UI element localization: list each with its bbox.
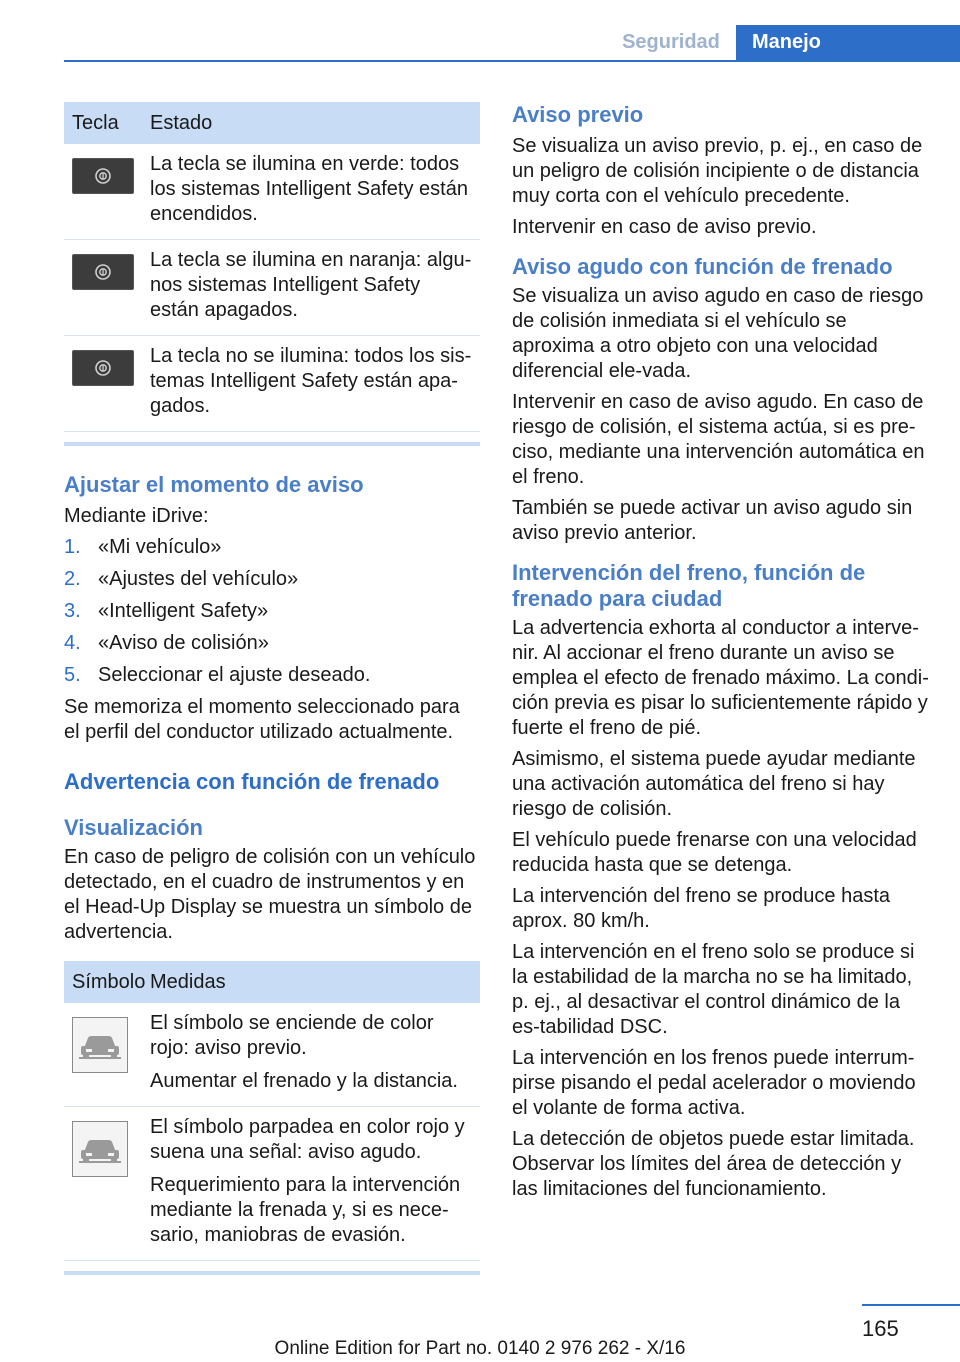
heading-aviso-agudo: Aviso agudo con función de frenado xyxy=(512,254,893,279)
list-item: 3. «Intelligent Safety» xyxy=(64,600,269,622)
table-cell-text xyxy=(150,1107,480,1260)
header-cell-symbol: Símbolo xyxy=(72,970,146,993)
table-cell-text xyxy=(150,1003,480,1106)
table-header xyxy=(64,102,480,144)
table-cell-text: La tecla se ilumina en verde: todos los sistemas Intelligent Safety están encendidos. xyxy=(150,153,468,225)
header-cell-status: Estado xyxy=(150,111,213,134)
paragraph: La intervención en los frenos puede interrum-pirse pisando el pedal acelerador o moviendo el volante de forma activa. xyxy=(512,1047,916,1119)
steps-list xyxy=(64,535,480,688)
table-row xyxy=(64,336,480,432)
footer-rule xyxy=(862,1304,960,1306)
display-text: En caso de peligro de colisión con un vehículo detectado, en el cuadro de instrumentos y en el Head-Up Display se muestra un símbolo de advertencia. xyxy=(64,846,476,943)
table-header xyxy=(64,961,480,1003)
heading-ajustar-momento: Ajustar el momento de aviso xyxy=(64,472,364,497)
table-row xyxy=(64,1003,480,1107)
header-tab-seguridad[interactable]: Seguridad xyxy=(622,31,720,53)
page-number: 165 xyxy=(862,1316,899,1341)
header-cell-measures: Medidas xyxy=(150,970,226,993)
table-symbol-measures xyxy=(64,961,480,1275)
paragraph: La detección de objetos puede estar limitada. Observar los límites del área de detección y las limitaciones del funcionamiento. xyxy=(512,1128,915,1200)
table-row xyxy=(64,1107,480,1261)
cell-line: Aumentar el frenado y la distancia. xyxy=(150,1070,458,1092)
table-row xyxy=(64,240,480,336)
cell-line: El símbolo se enciende de color rojo: aviso previo. xyxy=(150,1012,434,1059)
table-key-status xyxy=(64,102,480,446)
paragraph: La advertencia exhorta al conductor a interve-nir. Al accionar el freno durante un aviso se emplea el efecto de frenado máximo. La condi-ción previa es pisar lo suficientemente rápido y fuerte el freno de pié. xyxy=(512,617,929,739)
heading-advertencia: Advertencia con función de frenado xyxy=(64,769,440,794)
heading-aviso-previo: Aviso previo xyxy=(512,102,644,127)
cell-line: Requerimiento para la intervención mediante la frenada y, si es nece-sario, maniobras de evasión. xyxy=(150,1174,461,1246)
safety-button-icon xyxy=(72,158,134,194)
header-rule xyxy=(64,60,960,62)
paragraph: La intervención del freno se produce hasta aprox. 80 km/h. xyxy=(512,885,891,932)
safety-button-icon xyxy=(72,254,134,290)
heading-visualizacion: Visualización xyxy=(64,815,203,840)
memorized-text: Se memoriza el momento seleccionado para el perfil del conductor utilizado actualmente. xyxy=(64,696,460,743)
safety-button-icon xyxy=(72,350,134,386)
left-column xyxy=(64,102,480,1275)
list-item: 1. «Mi vehículo» xyxy=(64,536,222,558)
list-item: 2. «Ajustes del vehículo» xyxy=(64,568,299,590)
car-warning-icon xyxy=(72,1121,128,1177)
paragraph: Intervenir en caso de aviso agudo. En caso de riesgo de colisión, el sistema actúa, si es pre-ciso, mediante una intervención automática en el freno. xyxy=(512,391,925,488)
heading-intervencion-freno: Intervención del freno, función de frenado para ciudad xyxy=(512,560,866,611)
paragraph: Se visualiza un aviso previo, p. ej., en caso de un peligro de colisión incipiente o de distancia muy corta con el vehículo precedente. xyxy=(512,135,923,207)
table-cell-text: La tecla no se ilumina: todos los sis-temas Intelligent Safety están apa-gados. xyxy=(150,345,472,417)
table-cell-text: La tecla se ilumina en naranja: algu-nos sistemas Intelligent Safety están apagados. xyxy=(150,249,472,321)
idrive-intro: Mediante iDrive: xyxy=(64,505,209,527)
table-end-rule xyxy=(64,1271,480,1275)
list-item: 5. Seleccionar el ajuste deseado. xyxy=(64,664,371,686)
header-tab-manejo[interactable]: Manejo xyxy=(736,25,960,62)
table-row xyxy=(64,144,480,240)
paragraph: También se puede activar un aviso agudo sin aviso previo anterior. xyxy=(512,497,913,544)
header-cell-key: Tecla xyxy=(72,111,119,134)
cell-line: El símbolo parpadea en color rojo y suena una señal: aviso agudo. xyxy=(150,1116,465,1163)
paragraph: La intervención en el freno solo se produce si la estabilidad de la marcha no se ha limitado, p. ej., al desactivar el control dinámico de la es-tabilidad DSC. xyxy=(512,941,915,1038)
edition-note: Online Edition for Part no. 0140 2 976 262 - X/16 xyxy=(274,1338,686,1359)
paragraph: Asimismo, el sistema puede ayudar mediante una activación automática del freno si hay riesgo de colisión. xyxy=(512,748,916,820)
car-warning-icon xyxy=(72,1017,128,1073)
paragraph: Intervenir en caso de aviso previo. xyxy=(512,216,817,238)
right-column xyxy=(512,102,930,1202)
paragraph: Se visualiza un aviso agudo en caso de riesgo de colisión inmediata si el vehículo se aproxima a otro objeto con una velocidad diferencial ele-vada. xyxy=(512,285,924,382)
paragraph: El vehículo puede frenarse con una velocidad reducida hasta que se detenga. xyxy=(512,829,917,876)
list-item: 4. «Aviso de colisión» xyxy=(64,632,269,654)
